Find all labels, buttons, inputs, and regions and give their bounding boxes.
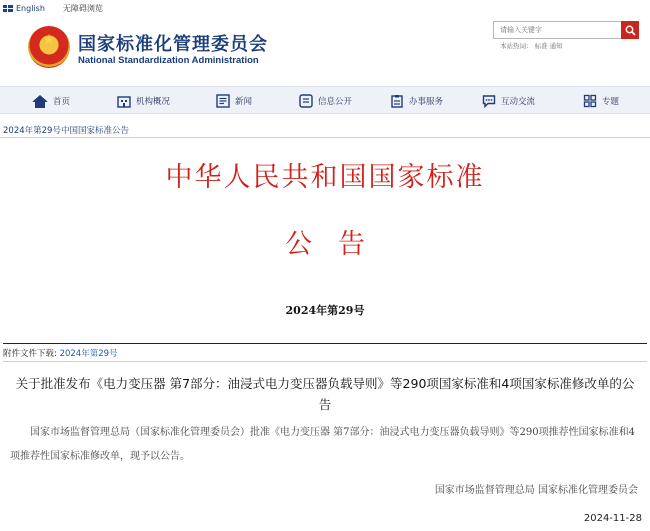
star-icon: ★ <box>42 32 56 48</box>
home-icon <box>32 95 48 102</box>
nav-item-label: 信息公开 <box>318 97 353 107</box>
breadcrumb-current[interactable]: 2024年第29号中国国家标准公告 <box>3 126 129 136</box>
document-number: 2024年第29号 <box>285 304 365 317</box>
divider <box>3 343 647 344</box>
nav-item-news[interactable] <box>216 93 252 109</box>
search-icon <box>625 25 636 36</box>
divider <box>3 361 647 362</box>
nav-item-services[interactable] <box>390 93 443 109</box>
main-nav <box>0 86 650 114</box>
grid-icon <box>583 94 597 108</box>
nav-item-info-disclosure[interactable] <box>299 93 352 109</box>
nav-item-label: 新闻 <box>235 97 253 107</box>
nav-item-home[interactable] <box>32 93 70 109</box>
nav-item-about[interactable] <box>117 93 170 109</box>
search-button[interactable] <box>621 21 639 39</box>
notice-body: 国家市场监督管理总局（国家标准化管理委员会）批准《电力变压器 第7部分：油浸式电力变压器负载导则》等290项推荐性国家标准和4项推荐性国家标准修改单，现予以公告。 <box>10 427 635 462</box>
nav-item-label: 机构概况 <box>136 97 171 107</box>
english-link[interactable] <box>3 4 45 13</box>
document-title: 中华人民共和国国家标准 <box>165 162 485 193</box>
notice-signature: 国家市场监督管理总局 国家标准化管理委员会 <box>434 485 638 496</box>
accessibility-link[interactable]: 无障碍浏览 <box>62 3 103 13</box>
nav-item-label: 互动交流 <box>501 97 536 107</box>
nav-item-label: 首页 <box>53 97 71 107</box>
flag-icon <box>3 5 13 12</box>
attachment-label: 附件文件下载: <box>3 349 57 359</box>
chat-icon <box>482 94 496 108</box>
nav-item-topics[interactable] <box>583 93 619 109</box>
english-link-label[interactable]: English <box>16 3 45 13</box>
site-header <box>0 16 650 80</box>
search-box <box>493 21 639 39</box>
info-icon <box>299 94 313 108</box>
breadcrumb <box>0 122 650 138</box>
site-title-cn[interactable]: 国家标准化管理委员会 <box>78 34 268 55</box>
search-input[interactable] <box>494 22 621 38</box>
document-subtitle: 公告 <box>285 229 391 260</box>
building-icon <box>117 94 131 108</box>
attachment-row <box>3 347 118 359</box>
nav-item-interaction[interactable] <box>482 93 535 109</box>
site-title-en[interactable]: National Standardization Administration <box>78 55 259 66</box>
nav-item-label: 专题 <box>602 97 620 107</box>
notice-title: 关于批准发布《电力变压器 第7部分：油浸式电力变压器负载导则》等290项国家标准和4项国家标准修改单的公告 <box>15 376 635 412</box>
notice-date: 2024-11-28 <box>583 513 642 524</box>
top-bar <box>0 0 650 16</box>
attachment-link[interactable]: 2024年第29号 <box>59 349 118 359</box>
search-hot-words[interactable]: 本站热词： 标准 通知 <box>500 42 563 50</box>
clipboard-icon <box>390 94 404 108</box>
news-icon <box>216 94 230 108</box>
nav-item-label: 办事服务 <box>409 97 444 107</box>
national-emblem-icon[interactable] <box>28 26 70 68</box>
